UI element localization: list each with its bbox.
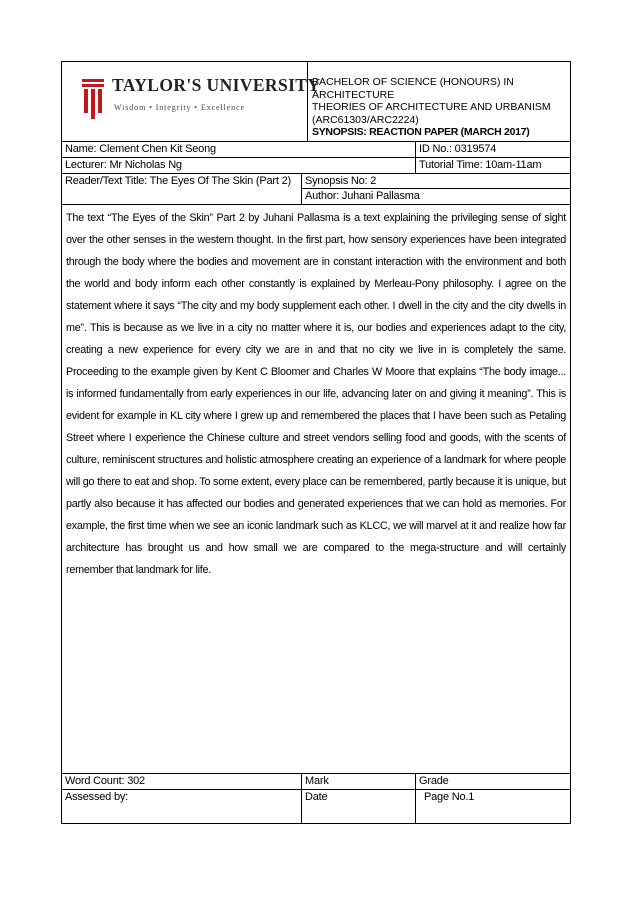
author-name: Author: Juhani Pallasma [305,190,420,202]
university-tagline: Wisdom • Integrity • Excellence [114,103,245,112]
assessed-by-label: Assessed by: [62,790,302,823]
tutorial-time: Tutorial Time: 10am-11am [419,159,542,171]
lecturer-row [62,158,570,174]
synopsis-form [61,61,571,824]
body-row [62,205,570,774]
lecturer-name: Lecturer: Mr Nicholas Ng [62,158,416,173]
date-label: Date [302,790,416,823]
course-line-4: (ARC61303/ARC2224) [312,113,419,126]
logo-cell [62,62,321,141]
score-row [62,774,570,790]
page-number: Page No.1 [424,791,475,803]
reader-title: Reader/Text Title: The Eyes Of The Skin (Part 2) [62,174,302,204]
word-count: Word Count: 302 [62,774,302,789]
synopsis-number: Synopsis No: 2 [302,174,570,189]
synopsis-info [302,174,570,204]
mark-label: Mark [302,774,416,789]
course-line-1: BACHELOR OF SCIENCE (HONOURS) IN [312,76,514,88]
form-header [62,62,570,142]
name-row [62,142,570,158]
university-name: TAYLOR'S UNIVERSITY [112,75,321,95]
course-info [308,62,570,141]
student-name: Name: Clement Chen Kit Seong [62,142,416,157]
assessment-row [62,790,570,823]
university-logo [82,75,321,123]
reaction-text: The text “The Eyes of the Skin” Part 2 by Juhani Pallasma is a text explaining the privileging sense of sight over the other senses in the western thought. In the first part, how sensory experiences have been integrated through the body where the bodies and movement are in constant interaction with the environment and both the world and body inform each other constantly is explained by Merleau-Pony philosophy. I agree on the statement where it says “The city and my body supplement each other. I dwell in the city and the city dwells in me”. This is because as we live in a city no matter where it is, our bodies and experiences adapt to the city, creating a new experience for every city we are in and that no city we live in is completely the same. Proceeding to the example given by Kent C Bloomer and Charles W Moore that explains “The body image... is informed fundamentally from early experiences in our life, advancing later on and giving it meaning”. This is evident for example in KL city where I grew up and remembered the places that I have been such as Petaling Street where I experience the Chinese culture and street vendors selling food and goods, with the scents of culture, reminiscent structures and holistic atmosphere creating an experience of a landmark for where people will go there to eat and shop. To some extent, every place can be remembered, partly because it is unique, but partly also because it has affected our bodies and generated experiences that we can hold as memories. For example, the first time when we see an iconic landmark such as KLCC, we will marvel at it and realize how far architecture has brought us and how small we are compared to the mega-structure and will certainly remember that landmark for life. [66,212,566,576]
synopsis-title: SYNOPSIS: REACTION PAPER (MARCH 2017) [312,126,530,138]
university-crest-icon [82,79,104,119]
grade-label: Grade [419,775,449,787]
student-id: ID No.: 0319574 [419,143,497,155]
reader-row [62,174,570,205]
course-line-2: ARCHITECTURE [312,88,395,101]
course-line-3: THEORIES OF ARCHITECTURE AND URBANISM [312,101,551,113]
